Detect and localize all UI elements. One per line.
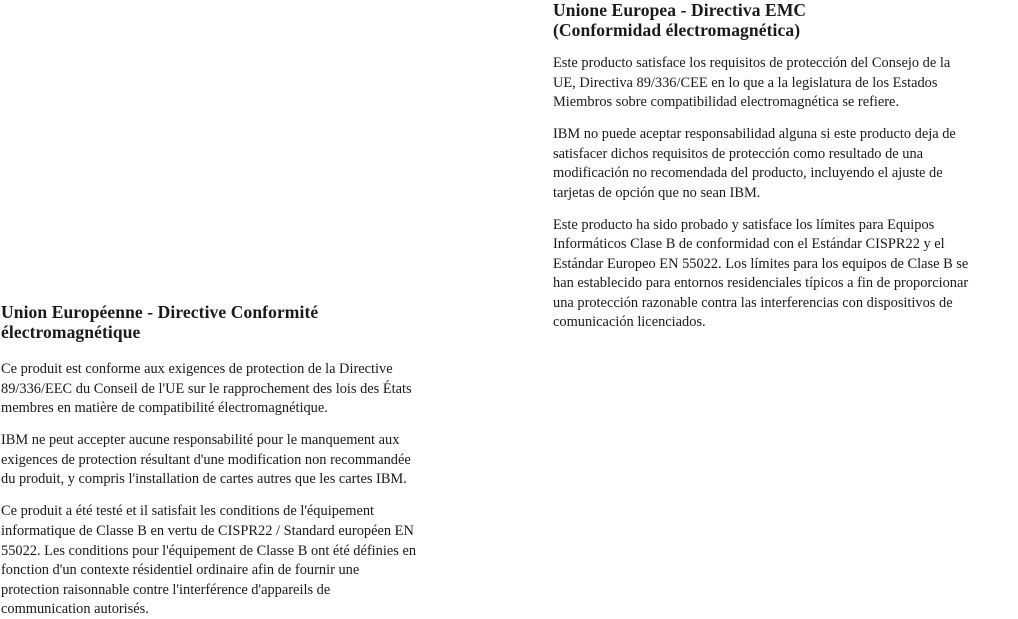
french-section-heading: Union Européenne - Directive Conformité électromagnétique [1,302,319,342]
french-paragraph-1: Ce produit est conforme aux exigences de protection de la Directive 89/336/EEC du Conseil de l'UE sur le rapprochement des lois des États membres en matière de compatibilité électromagnétique. [1,361,412,417]
spanish-paragraph-2: IBM no puede aceptar responsabilidad alguna si este producto deja de satisfacer dichos requisitos de protección como resultado de una modificación no recomendada del producto, incluyendo el ajuste de tarjetas de opción que no sean IBM. [553,126,956,201]
spanish-paragraph-3: Este producto ha sido probado y satisface los límites para Equipos Informáticos Clase B de conformidad con el Estándar CISPR22 y el Estándar Europeo EN 55022. Los límites para los equipos de Clase B se han establecido para entornos residenciales típicos a fin de proporcionar una protección razonable contra las interferencias con dispositivos de comunicación licenciados. [553,216,969,331]
french-emc-section [1,302,476,619]
french-paragraph-2: IBM ne peut accepter aucune responsabilité pour le manquement aux exigences de protection résultant d'une modification non recommandée du produit, y compris l'installation de cartes autres que les cartes IBM. [1,432,411,488]
spanish-paragraph-1: Este producto satisface los requisitos de protección del Consejo de la UE, Directiva 89/336/CEE en lo que a la legislatura de los Estados Miembros sobre compatibilidad electromagnética se refiere. [553,55,951,110]
french-paragraph-3: Ce produit a été testé et il satisfait les conditions de l'équipement informatique de Classe B en vertu de CISPR22 / Standard européen EN 55022. Les conditions pour l'équipement de Classe B ont été définies en fonction d'un contexte résidentiel ordinaire afin de fournir une protection raisonnable contre l'interférence d'appareils de communication autorisés. [1,503,417,618]
spanish-section-heading: Unione Europea - Directiva EMC (Conformidad électromagnética) [553,0,807,40]
spanish-emc-section [553,0,1018,345]
